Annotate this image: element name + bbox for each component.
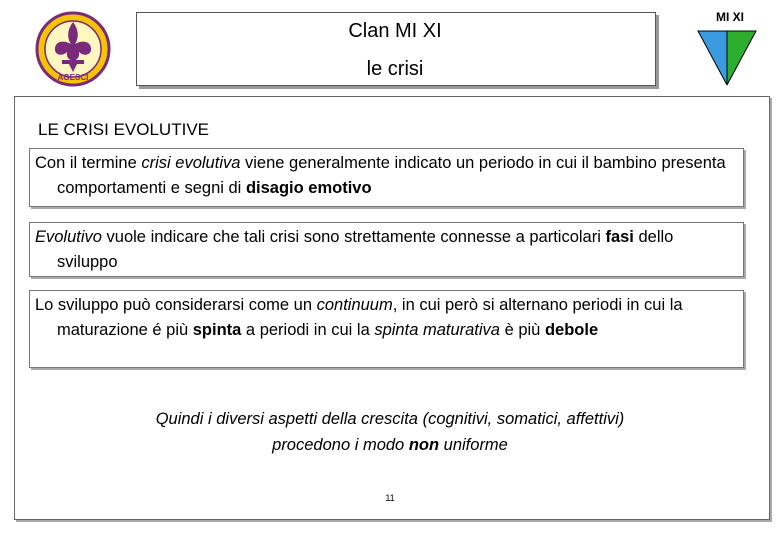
text: dello sviluppo (57, 228, 674, 271)
conclusion-line-1: Quindi i diversi aspetti della crescita (cognitivi, somatici, affettivi) (155, 410, 625, 428)
text: , in cui però si alternano periodi in cui la maturazione é più (57, 296, 683, 339)
text: a periodi in cui la (241, 321, 375, 339)
text: viene generalmente indicato un periodo in cui il bambino presenta comportamenti e segni di (57, 154, 726, 197)
bold-text: spinta (192, 321, 242, 339)
bold-text: debole (544, 321, 599, 339)
text: vuole indicare che tali crisi sono strettamente connesse a particolari (101, 228, 606, 246)
page-subtitle: le crisi (366, 58, 424, 80)
page-number: 11 (385, 493, 395, 503)
definition-box (29, 148, 744, 207)
agesci-logo (34, 10, 112, 88)
text: Con il termine (35, 154, 142, 172)
conclusion-line-2: procedono i modo non uniforme (272, 436, 508, 454)
logo-text: AGESCI (57, 73, 89, 82)
text: Lo sviluppo può considerarsi come un (35, 296, 317, 314)
bold-text: disagio emotivo (245, 179, 372, 197)
emphasis: Evolutivo (35, 228, 102, 246)
clan-label: MI XI (715, 10, 744, 24)
emphasis: crisi evolutiva (141, 154, 241, 172)
evolutivo-box (29, 222, 744, 277)
text: è più (500, 321, 545, 339)
section-heading: LE CRISI EVOLUTIVE (38, 120, 209, 139)
emphasis: continuum (316, 296, 393, 314)
clan-flag-icon (697, 30, 757, 86)
bold-text: fasi (605, 228, 634, 246)
emphasis: spinta maturativa (374, 321, 500, 339)
page-title: Clan MI XI (348, 20, 442, 42)
sviluppo-box (29, 290, 744, 368)
conclusion-text (90, 406, 690, 458)
